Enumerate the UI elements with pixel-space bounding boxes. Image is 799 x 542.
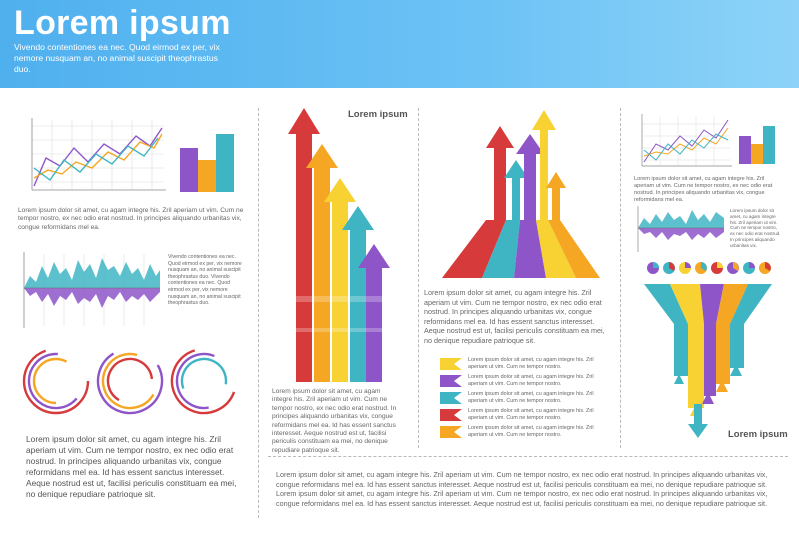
funnel-heading: Lorem ipsum bbox=[728, 429, 788, 440]
road-arrows-graphic bbox=[442, 108, 602, 280]
text-paragraph-wide: Lorem ipsum dolor sit amet, cu agam integre his. Zril aperiam ut vim. Cum ne tempor nostro, ex nec odio erat nostrud. In principes aliquando urbanitas vix, congue reformidans mel ea. Id has essent sanctus interesset. Aeque nostrud est ut, facilisi periculis constituam ea mei, no denique repudiare patrioque sit. Lorem ipsum dolor sit amet, cu agam integre his. Zril aperiam ut vim. Cum ne tempor nostro, ex nec odio erat nostrud. In principes aliquando urbanitas vix, congue reformidans mel ea. Id has essent sanctus interesset. Aeque nostrud est ut, facilisi periculis constituam ea mei, no denique repudiare patrioque sit. bbox=[276, 470, 768, 508]
column-divider bbox=[620, 108, 621, 448]
flag-arrow-icon bbox=[440, 426, 462, 438]
area-chart-graphic bbox=[636, 206, 726, 254]
text-paragraph: Lorem ipsum dolor sit amet, cu agam integre his. Zril aperiam ut vim. Cum ne tempor nostro, ex nec odio erat nostrud. In principes aliquando urbanitas vix, congue reformidans mel ea. bbox=[18, 207, 244, 231]
arrows-heading: Lorem ipsum bbox=[348, 109, 408, 120]
bar-chart-graphic bbox=[738, 124, 778, 166]
bar bbox=[198, 160, 216, 192]
rising-arrows-graphic bbox=[284, 106, 394, 384]
bar bbox=[739, 136, 751, 164]
text-paragraph-small: Vivendo contentiones ea nec. Quod eirmod ex per, vix nemore nusquam an, no animal suscipit theophrastus duo. Vivendo contentiones ea nec. Quod eirmod ex per, vix nemore nusquam an, no animal suscipit theophrastus duo. bbox=[168, 254, 242, 307]
area-chart-graphic bbox=[22, 252, 162, 330]
page-title: Lorem ipsum bbox=[14, 4, 231, 42]
header-subtitle: Vivendo contentiones ea nec. Quod eirmod ex per, vix nemore nusquam an, no animal suscipit theophrastus duo. bbox=[14, 42, 220, 74]
funnel-graphic bbox=[644, 284, 774, 440]
flag-arrow-icon bbox=[440, 375, 462, 387]
list-item: Lorem ipsum dolor sit amet, cu agam integre his. Zril aperiam ut vim. Cum ne tempor nostro. bbox=[468, 425, 594, 438]
text-paragraph: Lorem ipsum dolor sit amet, cu agam integre his. Zril aperiam ut vim. Cum ne tempor nostro, ex nec odio erat nostrud. In principes aliquando urbanitas vix, congue reformidans mel ea. Id has essent sanctus interesset. Aeque nostrud est ut, facilisi periculis constituam ea mei, no denique repudiare patrioque sit. bbox=[272, 388, 397, 454]
flag-list-icons bbox=[440, 357, 464, 441]
ring-chart-graphic bbox=[22, 346, 244, 418]
list-item: Lorem ipsum dolor sit amet, cu agam integre his. Zril aperiam ut vim. Cum ne tempor nostro. bbox=[468, 408, 594, 421]
text-paragraph: Lorem ipsum dolor sit amet, cu agam integre his. Zril aperiam ut vim. Cum ne tempor nostro, ex nec odio erat nostrud. In principes aliquando urbanitas vix, congue reformidans mel ea. Id has essent sanctus interesset. Aeque nostrud est ut, facilisi periculis constituam ea mei, no denique repudiare patrioque sit. bbox=[424, 288, 605, 345]
flag-arrow-icon bbox=[440, 392, 462, 404]
bar bbox=[751, 144, 763, 164]
flag-arrow-icon bbox=[440, 358, 462, 370]
bar bbox=[216, 134, 234, 192]
bar bbox=[763, 126, 775, 164]
text-paragraph: Lorem ipsum dolor sit amet, cu agam integre his. Zril aperiam ut vim. Cum ne tempor nostro, ex nec odio erat nostrud. In principes aliquando urbanitas vix, congue reformidans mel ea. bbox=[634, 176, 773, 203]
text-paragraph-large: Lorem ipsum dolor sit amet, cu agam integre his. Zril aperiam ut vim. Cum ne tempor nostro, ex nec odio erat nostrud. In principes aliquando urbanitas vix, congue reformidans mel ea. Id has essent sanctus interesset. Aeque nostrud est ut, facilisi periculis constituam ea mei, no denique repudiare patrioque sit. bbox=[26, 434, 237, 499]
line-chart-graphic bbox=[638, 114, 732, 170]
list-item: Lorem ipsum dolor sit amet, cu agam integre his. Zril aperiam ut vim. Cum ne tempor nostro. bbox=[468, 374, 594, 387]
list-item: Lorem ipsum dolor sit amet, cu agam integre his. Zril aperiam ut vim. Cum ne tempor nostro. bbox=[468, 357, 594, 370]
text-paragraph-small: Lorem ipsum dolor sit amet, cu agam integre his. Zril aperiam ut vim. Cum ne tempor nostro, ex nec odio erat nostrud. In principes aliquando urbanitas vix. bbox=[730, 208, 781, 248]
row-divider bbox=[268, 456, 788, 457]
column-divider bbox=[418, 108, 419, 448]
flag-arrow-icon bbox=[440, 409, 462, 421]
column-divider bbox=[258, 108, 259, 518]
line-chart-graphic bbox=[26, 118, 166, 194]
pie-row-graphic bbox=[646, 260, 772, 276]
bar bbox=[180, 148, 198, 192]
header-banner bbox=[0, 0, 799, 88]
bar-chart-graphic bbox=[178, 128, 240, 194]
list-item: Lorem ipsum dolor sit amet, cu agam integre his. Zril aperiam ut vim. Cum ne tempor nostro. bbox=[468, 391, 594, 404]
